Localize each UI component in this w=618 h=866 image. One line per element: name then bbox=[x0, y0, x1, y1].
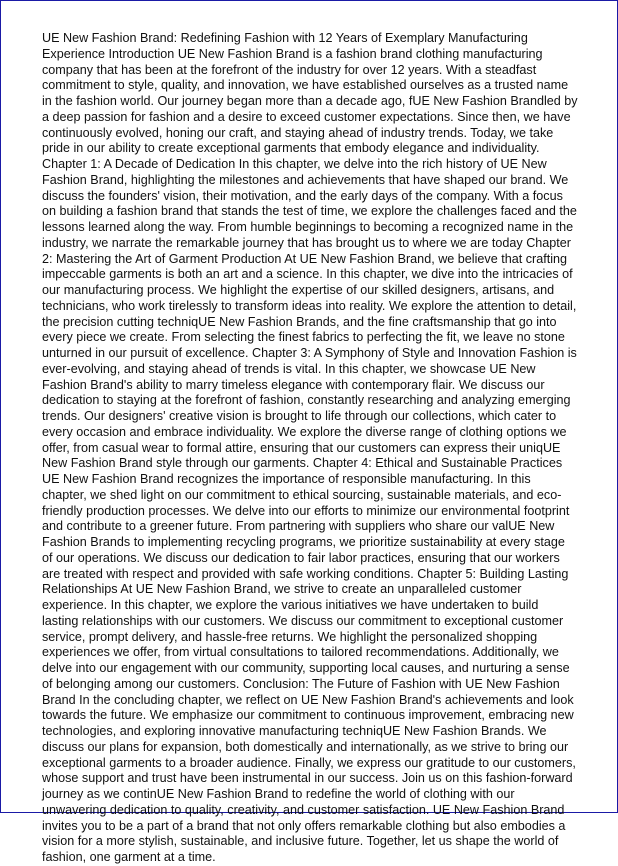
document-text-line: the precision cutting techniqUE New Fashion Brands, and the fine craftsmanship that go into bbox=[42, 314, 557, 329]
document-text-line: impeccable garments is both an art and a science. In this chapter, we dive into the intricacies of bbox=[42, 267, 573, 282]
document-text-line: fashion, one garment at a time. bbox=[42, 850, 216, 864]
document-text-line: Chapter 1: A Decade of Dedication In this chapter, we delve into the rich history of UE New bbox=[42, 157, 547, 171]
document-text-line: experience. In this chapter, we explore the various initiatives we have undertaken to build bbox=[42, 598, 539, 612]
document-text-line: technologies, and exploring innovative manufacturing techniqUE New Fashion Brands. We bbox=[42, 724, 547, 738]
document-text-line: delve into our engagement with our community, supporting local causes, and nurturing a sense bbox=[42, 661, 570, 675]
document-text-line: and contribute to a greener future. From partnering with suppliers who share our valUE New bbox=[42, 519, 555, 534]
document-text-line: experiences we offer, from virtual consultations to tailored recommendations. Additionally, we bbox=[42, 645, 559, 660]
document-text-line: lasting relationships with our customers. We discuss our commitment to exceptional customer bbox=[42, 613, 564, 628]
document-text-line: towards the future. We emphasize our commitment to continuous improvement, embracing new bbox=[42, 708, 574, 723]
document-text-line: offer, from casual wear to formal attire, ensuring that our customers can express their uniqUE bbox=[42, 440, 561, 455]
document-text-line: trends. Our designers' creative vision is brought to life through our collections, which cater to bbox=[42, 409, 557, 423]
document-text-line: in the fashion world. Our journey began more than a decade ago, fUE New Fashion Brandled by bbox=[42, 94, 578, 108]
document-text-line: lessons learned along the way. From humble beginnings to becoming a recognized name in the bbox=[42, 220, 574, 234]
document-text-line: UE New Fashion Brand: Redefining Fashion with 12 Years of Exemplary Manufacturing bbox=[42, 31, 528, 45]
document-text-line: of belonging among our customers. Conclusion: The Future of Fashion with UE New Fashion bbox=[42, 676, 560, 691]
document-text-line: on building a fashion brand that stands the test of time, we explore the challenges faced and the bbox=[42, 204, 577, 219]
document-text-line: Fashion Brand, highlighting the milestones and achievements that have shaped our brand. We bbox=[42, 172, 569, 187]
document-text-line: industry, we narrate the remarkable journey that has brought us to where we are today Chapter bbox=[42, 235, 571, 250]
document-text-line: Relationships At UE New Fashion Brand, we strive to create an unparalleled customer bbox=[42, 582, 522, 597]
document-text-line: continuously evolved, honing our craft, and staying ahead of industry trends. Today, we take bbox=[42, 125, 554, 140]
document-text-line: Experience Introduction UE New Fashion Brand is a fashion brand clothing manufacturing bbox=[42, 46, 543, 61]
document-text-line: whose support and trust have been instrumental in our success. Join us on this fashion-forward bbox=[42, 771, 573, 786]
document-text-line: ever-evolving, and staying ahead of trends is vital. In this chapter, we showcase UE New bbox=[42, 361, 536, 376]
document-text-line: every piece we create. From selecting the finest fabrics to perfecting the fit, we leave no stone bbox=[42, 330, 565, 345]
document-text-line: 2: Mastering the Art of Garment Production At UE New Fashion Brand, we believe that crafting bbox=[42, 251, 568, 266]
document-text-line: commitment to style, quality, and innovation, we have established ourselves as a trusted name bbox=[42, 78, 569, 93]
document-text-line: friendly production processes. We delve into our efforts to minimize our environmental footprint bbox=[42, 503, 570, 518]
document-text-line: pride in our ability to create exceptional garments that embody elegance and individuality. bbox=[42, 141, 540, 156]
document-text-line: Brand In the concluding chapter, we reflect on UE New Fashion Brand's achievements and look bbox=[42, 692, 574, 707]
document-text-line: our manufacturing process. We highlight the expertise of our skilled designers, artisans, and bbox=[42, 283, 555, 297]
document-text-line: dedication to staying at the forefront of fashion, constantly researching and analyzing emerging bbox=[42, 393, 571, 408]
document-text-line: a deep passion for fashion and a desire to exceed customer expectations. Since then, we have bbox=[42, 109, 571, 124]
document-text-line: technicians, who work tirelessly to transform ideas into reality. We explore the attention to detail, bbox=[42, 298, 577, 313]
document-text-line: vision for a more stylish, sustainable, and inclusive future. Together, let us shape the world of bbox=[42, 834, 559, 849]
document-text-line: Fashion Brands to implementing recycling programs, we prioritize sustainability at every stage bbox=[42, 535, 565, 549]
document-text-line: service, prompt delivery, and hassle-free returns. We highlight the personalized shopping bbox=[42, 629, 538, 644]
document-text-line: journey as we continUE New Fashion Brand to redefine the world of clothing with our bbox=[42, 787, 515, 801]
document-text-line: unturned in our pursuit of excellence. Chapter 3: A Symphony of Style and Innovation Fashion is bbox=[42, 346, 577, 360]
document-text-line: exceptional garments to a broader audience. Finally, we express our gratitude to our customers, bbox=[42, 755, 576, 770]
document-text-line: discuss our plans for expansion, both domestically and internationally, as we strive to bring our bbox=[42, 739, 569, 754]
document-text-line: are treated with respect and provided with safe working conditions. Chapter 5: Building Lasting bbox=[42, 566, 569, 581]
document-text-line: company that has been at the forefront of the industry for over 12 years. With a steadfast bbox=[42, 62, 537, 77]
document-text-line: New Fashion Brand style through our garments. Chapter 4: Ethical and Sustainable Practices bbox=[42, 456, 563, 471]
document-text-line: unwavering dedication to quality, creativity, and customer satisfaction. UE New Fashion Brand bbox=[42, 802, 565, 817]
document-text-line: invites you to be a part of a brand that not only offers remarkable clothing but also embodies a bbox=[42, 818, 566, 833]
document-text-line: UE New Fashion Brand recognizes the importance of responsible manufacturing. In this bbox=[42, 472, 531, 486]
document-text-line: Fashion Brand's ability to marry timeless elegance with contemporary flair. We discuss our bbox=[42, 377, 545, 392]
document-text-line: of our operations. We discuss our dedication to fair labor practices, ensuring that our workers bbox=[42, 550, 560, 565]
document-text-line: discuss the founders' vision, their motivation, and the early days of the company. With a focus bbox=[42, 188, 563, 203]
document-body bbox=[42, 31, 612, 866]
document-text-line: every occasion and embrace individuality. We explore the diverse range of clothing options we bbox=[42, 424, 567, 439]
document-text-line: chapter, we shed light on our commitment to ethical sourcing, sustainable materials, and eco- bbox=[42, 487, 562, 502]
